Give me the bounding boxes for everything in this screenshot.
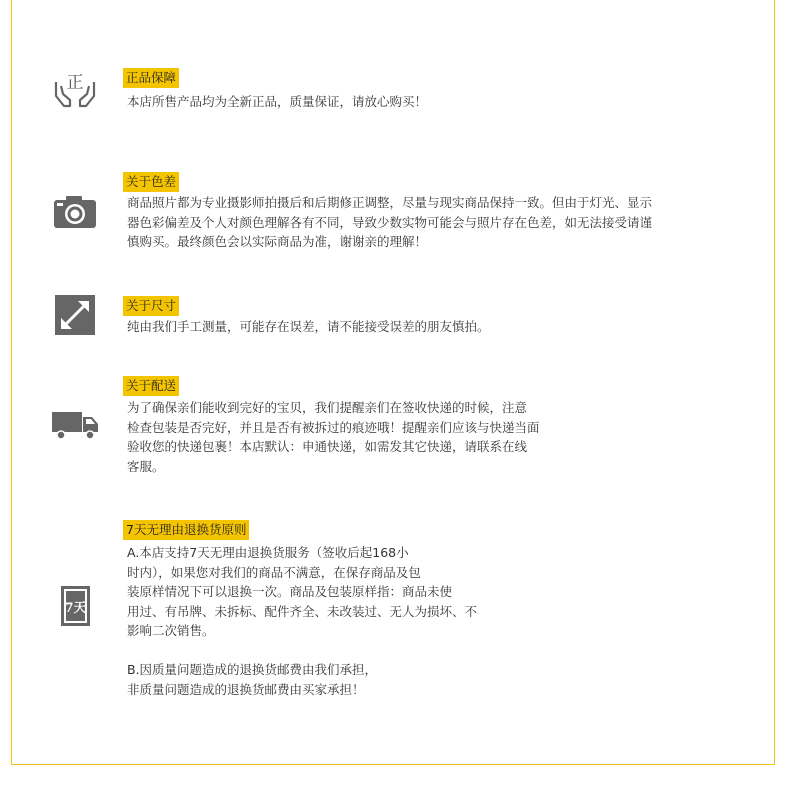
section-title-delivery: 关于配送 — [123, 376, 179, 396]
section-body-size: 纯由我们手工测量，可能存在误差，请不能接受误差的朋友慎拍。 — [127, 319, 490, 334]
section-body-genuine: 本店所售产品均为全新正品，质量保证，请放心购买！ — [127, 94, 428, 109]
delivery-truck-icon — [50, 402, 100, 452]
section-title-color: 关于色差 — [123, 172, 179, 192]
resize-arrow-icon — [50, 290, 100, 340]
genuine-hands-icon — [50, 64, 100, 114]
section-title-return: 7天无理由退换货原则 — [123, 520, 249, 540]
genuine-char: 正 — [66, 73, 84, 93]
section-body-return: A.本店支持7天无理由退换货服务（签收后起168小 时内），如果您对我们的商品不满意，在保存商品及包 装原样情况下可以退换一次。商品及包装原样指：商品未使 用过、有吊牌、未拆标、配件齐全、未改装过、无人为损坏、不 影响二次销售。 B.因质量问题造成的退换货邮费由我们承担， 非质量问题造成的退换货邮费由买家承担！ — [127, 545, 478, 697]
section-body-color: 商品照片都为专业摄影师拍摄后和后期修正调整，尽量与现实商品保持一致。但由于灯光、显示 器色彩偏差及个人对颜色理解各有不同，导致少数实物可能会与照片存在色差，如无法接受请谨 慎购买。最终颜色会以实际商品为准，谢谢亲的理解！ — [127, 195, 653, 249]
seven-day-return-icon — [50, 583, 100, 633]
section-title-size: 关于尺寸 — [123, 296, 179, 316]
section-title-genuine: 正品保障 — [123, 68, 179, 88]
camera-icon — [50, 188, 100, 238]
seven-day-label: 7天 — [64, 601, 87, 616]
section-body-delivery: 为了确保亲们能收到完好的宝贝，我们提醒亲们在签收快递的时候，注意 检查包装是否完好，并且是否有被拆过的痕迹哦！提醒亲们应该与快递当面 验收您的快递包裹！本店默认：申通快递，如需发其它快递，请联系在线 客服。 — [127, 400, 540, 474]
